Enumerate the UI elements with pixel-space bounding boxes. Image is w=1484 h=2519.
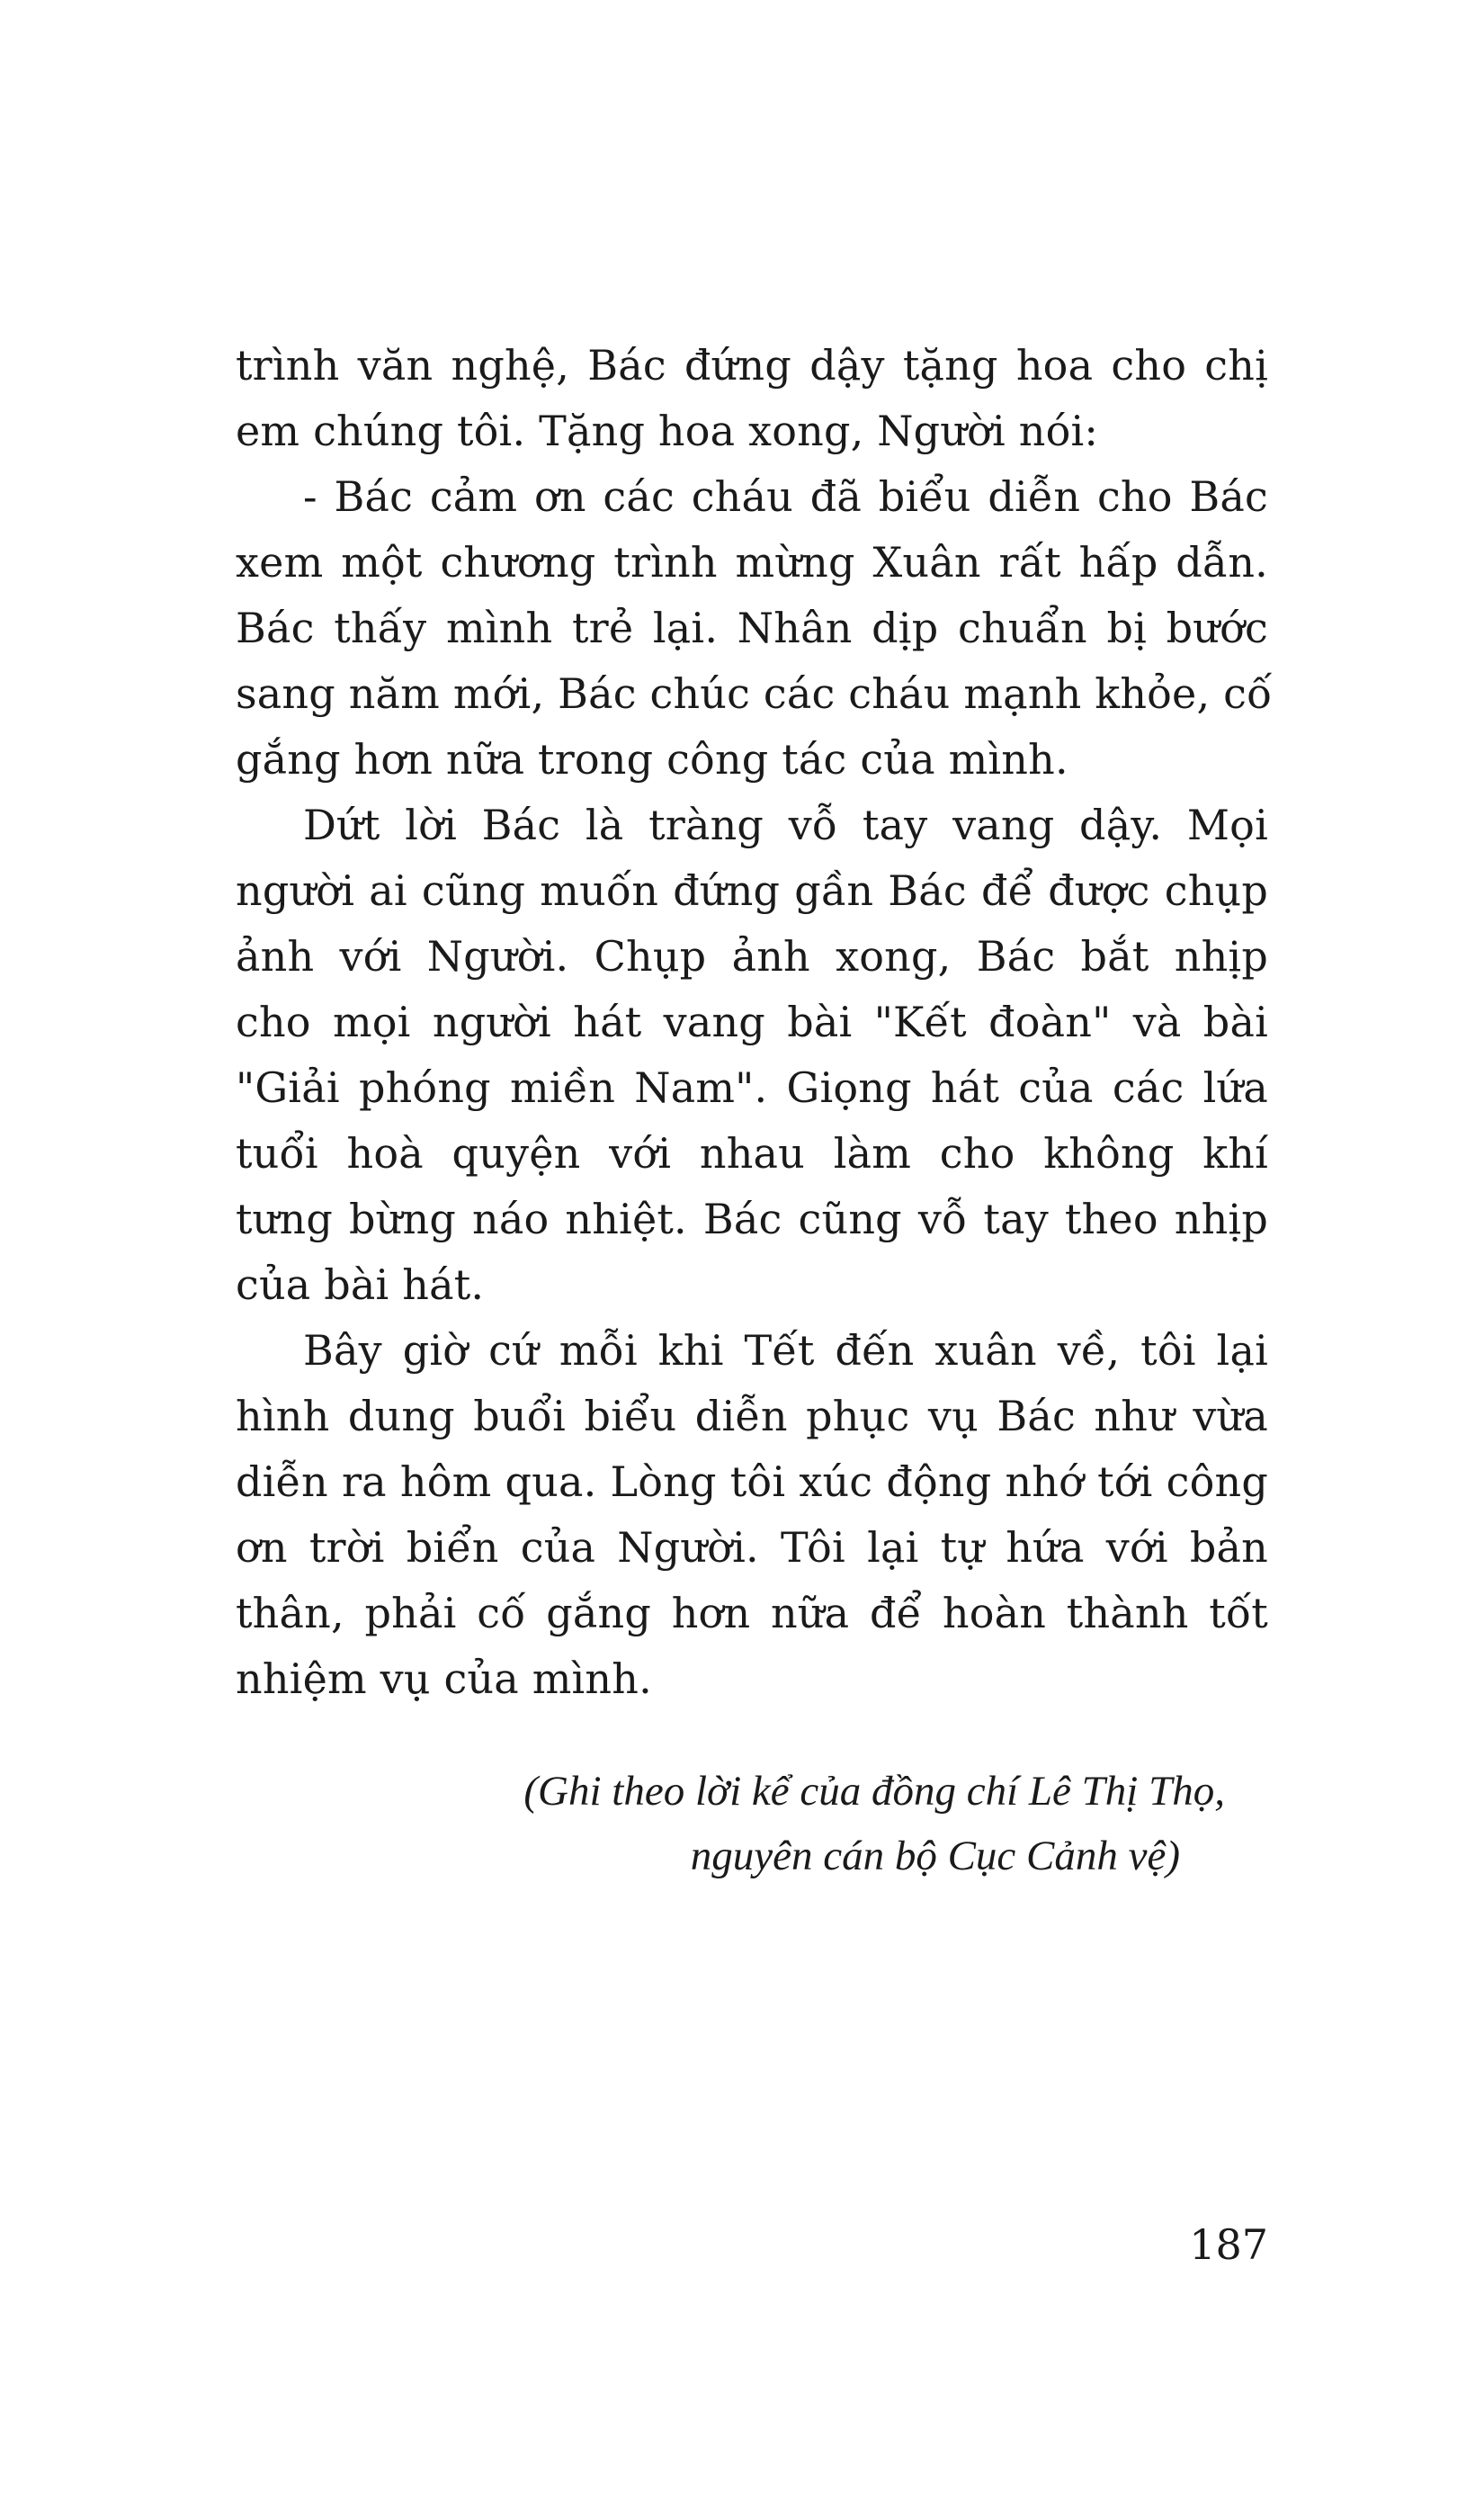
text-line: tuổi hoà quyện với nhau làm cho không khí <box>236 1129 1268 1178</box>
text-line: người ai cũng muốn đứng gần Bác để được chụp <box>236 866 1268 915</box>
text-line: trình văn nghệ, Bác đứng dậy tặng hoa cho chị <box>236 341 1268 390</box>
text-line: em chúng tôi. Tặng hoa xong, Người nói: <box>236 407 1099 455</box>
attribution-line: nguyên cán bộ Cục Cảnh vệ) <box>690 1833 1180 1879</box>
body-text <box>236 333 1273 1712</box>
text-line: sang năm mới, Bác chúc các cháu mạnh khỏe, cố <box>236 669 1273 718</box>
text-line: hình dung buổi biểu diễn phục vụ Bác như vừa <box>236 1392 1268 1440</box>
attribution-line: (Ghi theo lời kể của đồng chí Lê Thị Thọ, <box>523 1768 1225 1815</box>
text-line: cho mọi người hát vang bài "Kết đoàn" và bài <box>236 998 1268 1046</box>
text-line: nhiệm vụ của mình. <box>236 1654 652 1703</box>
text-line: - Bác cảm ơn các cháu đã biểu diễn cho Bác <box>303 472 1268 521</box>
text-line: xem một chương trình mừng Xuân rất hấp dẫn. <box>236 538 1268 587</box>
text-line: ơn trời biển của Người. Tôi lại tự hứa với bản <box>236 1523 1268 1572</box>
page-number: 187 <box>1189 2220 1268 2269</box>
text-line: Bác thấy mình trẻ lại. Nhân dịp chuẩn bị bước <box>236 604 1268 652</box>
text-line: "Giải phóng miền Nam". Giọng hát của các lứa <box>236 1063 1268 1112</box>
text-line: ảnh với Người. Chụp ảnh xong, Bác bắt nhịp <box>236 932 1268 981</box>
text-line: diễn ra hôm qua. Lòng tôi xúc động nhớ tới công <box>236 1457 1268 1506</box>
text-line: tưng bừng náo nhiệt. Bác cũng vỗ tay theo nhịp <box>236 1195 1268 1243</box>
text-line: Bây giờ cứ mỗi khi Tết đến xuân về, tôi lại <box>303 1326 1268 1375</box>
text-line: gắng hơn nữa trong công tác của mình. <box>236 735 1068 784</box>
text-line: thân, phải cố gắng hơn nữa để hoàn thành tốt <box>236 1589 1268 1637</box>
source-attribution <box>236 1759 1225 1888</box>
text-line: Dứt lời Bác là tràng vỗ tay vang dậy. Mọi <box>303 801 1268 849</box>
text-line: của bài hát. <box>236 1260 485 1309</box>
